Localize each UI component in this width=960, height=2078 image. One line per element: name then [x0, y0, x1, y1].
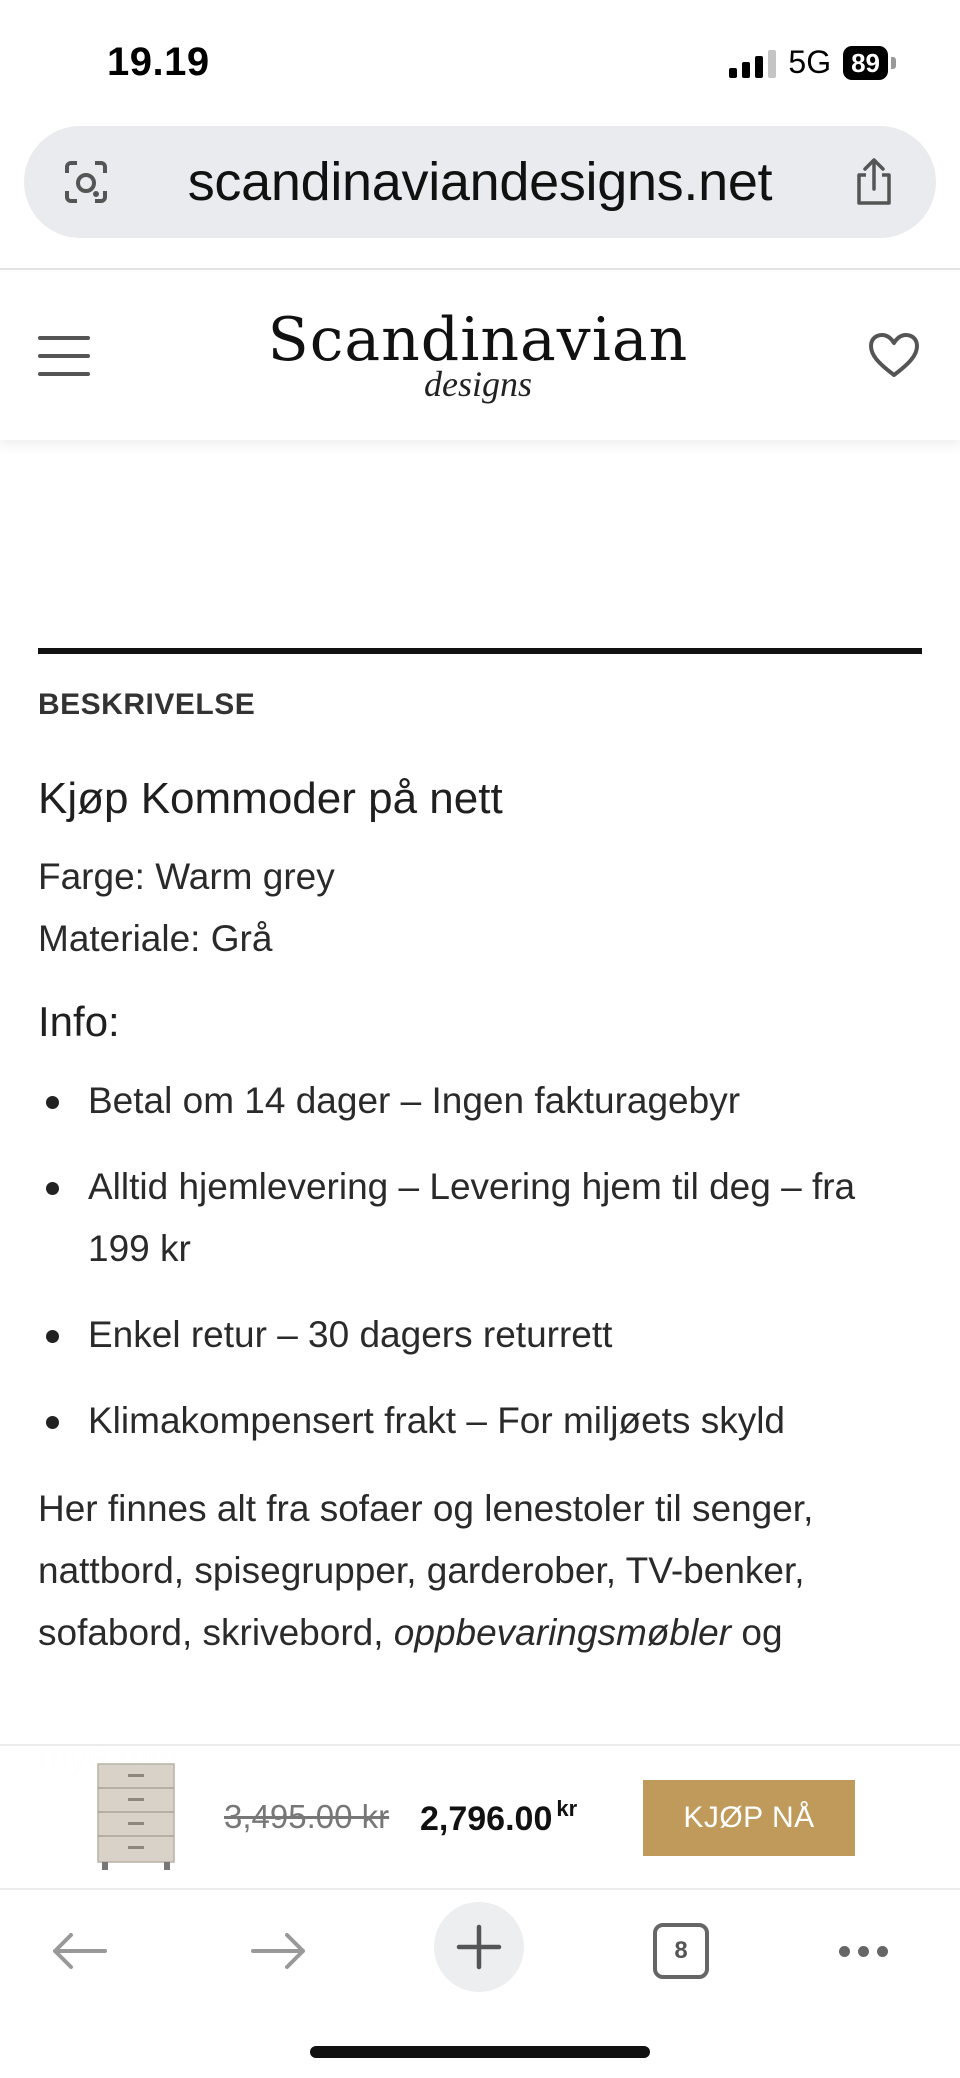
address-bar[interactable]: [24, 126, 936, 238]
list-item: Enkel retur – 30 dagers returrett: [38, 1304, 922, 1366]
battery-icon: [843, 46, 896, 80]
product-description: [38, 648, 922, 1664]
status-bar: [0, 0, 960, 120]
browser-toolbar: [0, 1888, 960, 1998]
tabs-icon[interactable]: [636, 1906, 726, 1996]
buy-now-button[interactable]: KJØP NÅ: [643, 1780, 855, 1856]
list-item: Klimakompensert frakt – For miljøets skyld: [38, 1390, 922, 1452]
section-divider: [38, 648, 922, 654]
description-end: og: [731, 1612, 783, 1653]
material-attribute: Materiale: Grå: [38, 918, 273, 959]
camera-search-icon[interactable]: [58, 154, 114, 210]
toolbar-divider: [0, 268, 960, 270]
product-thumbnail[interactable]: [94, 1760, 178, 1872]
share-icon[interactable]: [846, 154, 902, 210]
product-heading: Kjøp Kommoder på nett: [38, 774, 503, 823]
description-start: Her finnes alt fra sofaer og lenestoler til senger, nattbord, spisegrupper, garderober, TV-benker, sofabord, skrivebord,: [38, 1488, 814, 1653]
logo-main-text: Scandinavian: [267, 305, 689, 375]
current-price: [420, 1796, 577, 1839]
plus-icon[interactable]: [434, 1902, 524, 1992]
color-attribute: Farge: Warm grey: [38, 856, 335, 897]
tab-count: 8: [653, 1923, 709, 1979]
list-item: Betal om 14 dager – Ingen fakturagebyr: [38, 1070, 922, 1132]
signal-icon: [729, 48, 776, 78]
status-indicators: [729, 44, 896, 81]
more-icon[interactable]: [818, 1906, 908, 1996]
forward-arrow-icon[interactable]: [234, 1906, 324, 1996]
info-list: [38, 1070, 922, 1452]
home-indicator[interactable]: [310, 2046, 650, 2058]
menu-icon[interactable]: [38, 336, 90, 376]
currency-label: kr: [556, 1796, 578, 1821]
status-time: 19.19: [107, 40, 210, 84]
site-logo[interactable]: [267, 305, 689, 404]
network-label: 5G: [788, 44, 832, 80]
list-item: Alltid hjemlevering – Levering hjem til deg – fra 199 kr: [38, 1156, 922, 1280]
description-text: [38, 1478, 922, 1664]
battery-level: 89: [843, 46, 888, 80]
url-text[interactable]: scandinaviandesigns.net: [187, 152, 773, 212]
logo-sub-text: designs: [423, 364, 532, 404]
back-arrow-icon[interactable]: [34, 1906, 124, 1996]
description-italic-link[interactable]: oppbevaringsmøbler: [393, 1612, 732, 1653]
section-title[interactable]: BESKRIVELSE: [38, 688, 256, 721]
old-price: 3,495.00 kr: [224, 1798, 390, 1835]
site-header: [0, 272, 960, 440]
heart-icon[interactable]: [866, 328, 922, 384]
current-price-value: 2,796.00: [420, 1800, 553, 1838]
info-heading: Info:: [38, 998, 120, 1045]
sticky-buy-bar: [0, 1744, 960, 1886]
